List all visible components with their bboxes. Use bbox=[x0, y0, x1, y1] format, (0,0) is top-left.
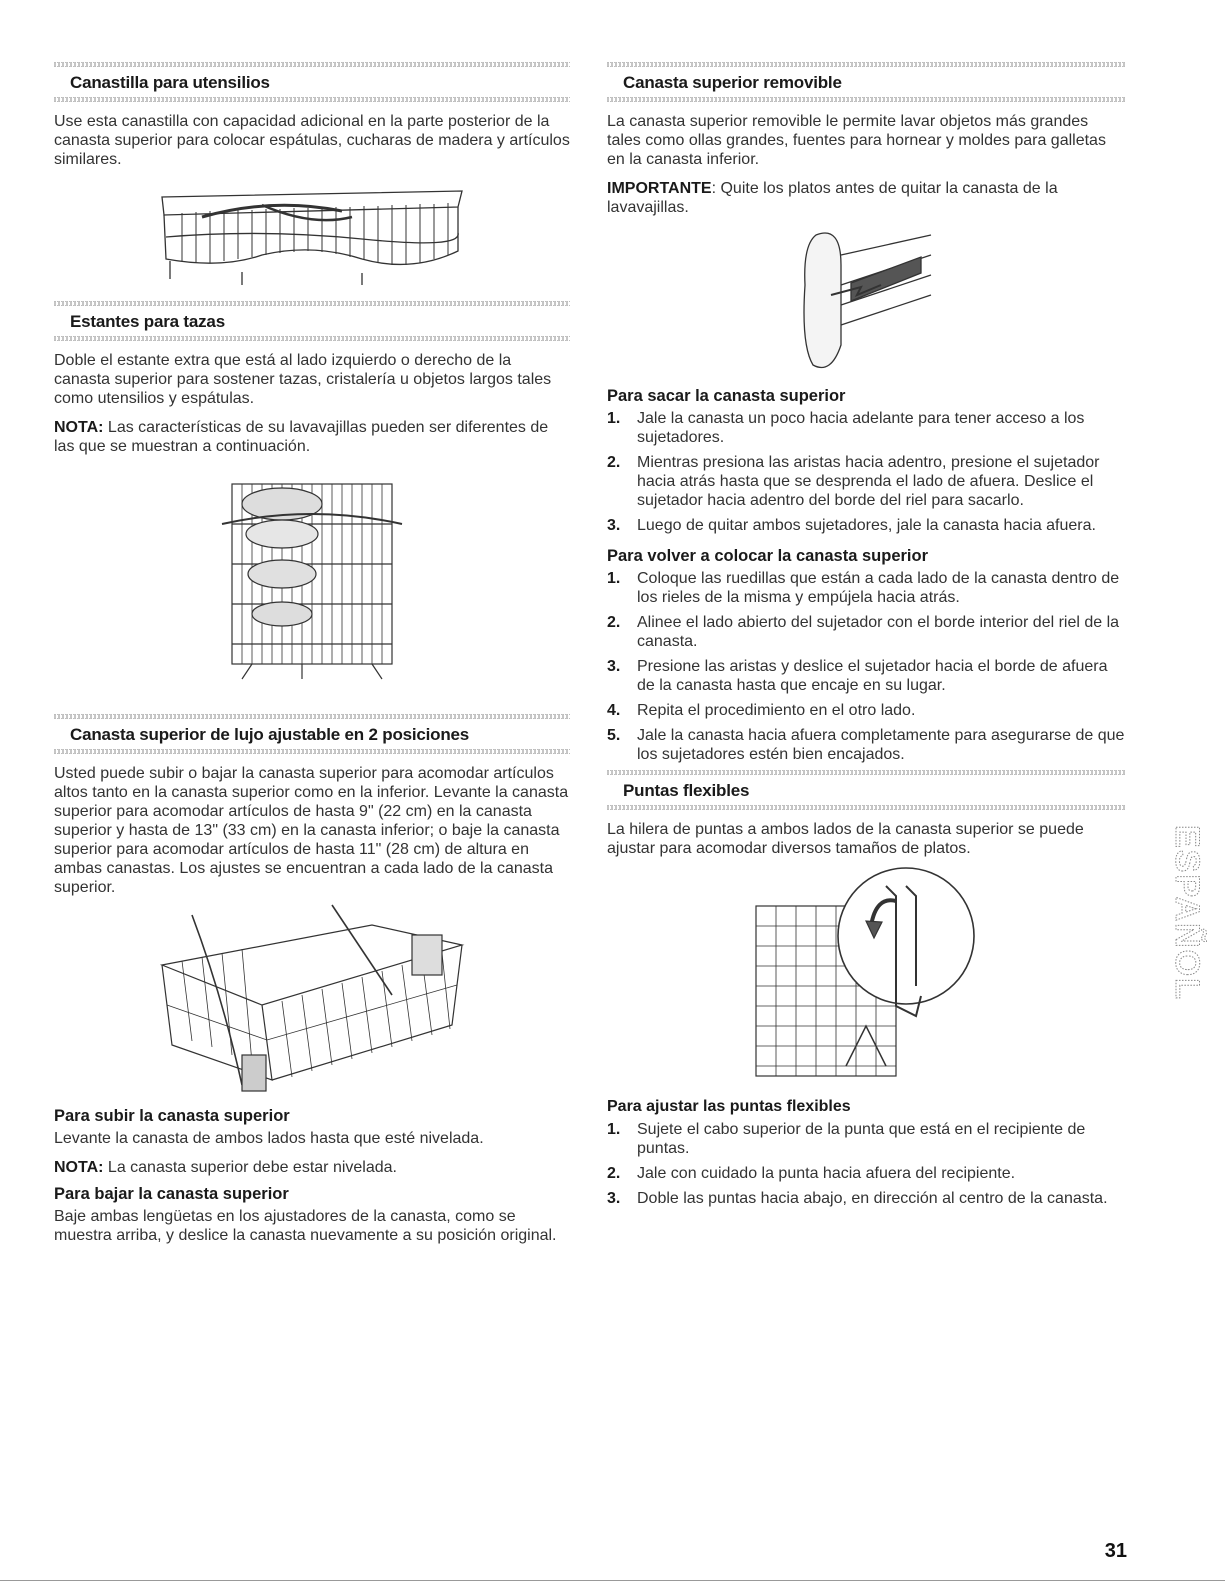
step-text: Doble las puntas hacia abajo, en dirección al centro de la canasta. bbox=[637, 1190, 1108, 1207]
step-text: Repita el procedimiento en el otro lado. bbox=[637, 702, 916, 719]
step-item bbox=[607, 1120, 1125, 1158]
paragraph: Use esta canastilla con capacidad adicional en la parte posterior de la canasta superior para colocar espátulas, cucharas de madera y artículos similares. bbox=[54, 113, 570, 168]
important-label: IMPORTANTE bbox=[607, 180, 712, 197]
section-title: Canasta superior de lujo ajustable en 2 posiciones bbox=[70, 725, 470, 744]
step-number: 2. bbox=[607, 1165, 621, 1182]
important-text: : Quite los platos antes de quitar la canasta de la lavavajillas. bbox=[607, 180, 1058, 216]
step-number: 3. bbox=[607, 658, 621, 675]
remove-steps-list bbox=[607, 409, 1125, 535]
replace-rack-heading: Para volver a colocar la canasta superior bbox=[607, 547, 929, 565]
divider bbox=[607, 62, 1125, 67]
section-header-removable-rack bbox=[607, 62, 1125, 102]
language-tab-label: ESPAÑOL bbox=[1168, 825, 1206, 1001]
section-title: Canastilla para utensilios bbox=[70, 73, 270, 92]
step-number: 2. bbox=[607, 454, 621, 471]
paragraph: Usted puede subir o bajar la canasta superior para acomodar artículos altos tanto en la canasta superior como en la inferior. Levante la canasta superior para acomodar artículos de hasta 9" (22 cm) en la canasta superior y hasta de 13" (33 cm) en la canasta inferior; o baje la canasta superior para acomodar artículos de hasta 11" (28 cm) de altura en ambas canastas. Los ajustes se encuentran a cada lado de la canasta superior. bbox=[54, 765, 569, 896]
adjust-steps-list bbox=[607, 1120, 1125, 1208]
step-number: 4. bbox=[607, 702, 621, 719]
step-text: Jale la canasta hacia afuera completamente para asegurarse de que los sujetadores estén bien encajados. bbox=[637, 727, 1125, 763]
section-header-utensil-basket bbox=[54, 62, 570, 102]
step-item bbox=[607, 453, 1125, 510]
cup-shelf-illustration bbox=[212, 464, 412, 684]
step-item bbox=[607, 516, 1125, 535]
step-text: Alinee el lado abierto del sujetador con el borde interior del riel de la canasta. bbox=[637, 614, 1120, 650]
step-text: Jale la canasta un poco hacia adelante para tener acceso a los sujetadores. bbox=[637, 410, 1085, 446]
rack-clip-illustration bbox=[791, 225, 941, 375]
step-text: Mientras presiona las aristas hacia adentro, presione el sujetador hacia atrás hasta que se desprenda el lado de afuera. Deslice el sujetador hacia adentro del borde del riel para sacarlo. bbox=[637, 454, 1100, 509]
step-text: Sujete el cabo superior de la punta que está en el recipiente de puntas. bbox=[637, 1121, 1086, 1157]
step-item bbox=[607, 657, 1125, 695]
section-header-adjustable-rack bbox=[54, 714, 570, 754]
divider bbox=[54, 714, 570, 719]
lower-rack-heading: Para bajar la canasta superior bbox=[54, 1185, 289, 1203]
left-column bbox=[54, 62, 570, 1253]
step-item bbox=[607, 1189, 1125, 1208]
divider bbox=[54, 301, 570, 306]
step-number: 1. bbox=[607, 1121, 621, 1138]
step-text: Jale con cuidado la punta hacia afuera del recipiente. bbox=[637, 1165, 1016, 1182]
important-note bbox=[607, 179, 1125, 217]
raise-rack-heading: Para subir la canasta superior bbox=[54, 1107, 290, 1125]
paragraph: La hilera de puntas a ambos lados de la canasta superior se puede ajustar para acomodar diversos tamaños de platos. bbox=[607, 821, 1084, 857]
note-label: NOTA: bbox=[54, 1159, 104, 1176]
remove-rack-heading: Para sacar la canasta superior bbox=[607, 387, 846, 405]
step-item bbox=[607, 569, 1125, 607]
note-text: Las características de su lavavajillas pueden ser diferentes de las que se muestran a continuación. bbox=[54, 419, 549, 455]
divider bbox=[54, 62, 570, 67]
page-number: 31 bbox=[1104, 1540, 1127, 1562]
step-text: Luego de quitar ambos sujetadores, jale la canasta hacia afuera. bbox=[637, 517, 1096, 534]
divider bbox=[607, 805, 1125, 810]
step-item bbox=[607, 1164, 1125, 1183]
adjustable-rack-illustration bbox=[152, 905, 472, 1095]
divider bbox=[54, 97, 570, 102]
step-text: Presione las aristas y deslice el sujetador hacia el borde de afuera de la canasta hasta que encaje en su lugar. bbox=[637, 658, 1108, 694]
step-item bbox=[607, 613, 1125, 651]
language-tab bbox=[1148, 815, 1206, 1055]
section-title: Canasta superior removible bbox=[623, 73, 842, 92]
step-item bbox=[607, 726, 1125, 764]
step-number: 1. bbox=[607, 570, 621, 587]
divider bbox=[54, 749, 570, 754]
bottom-rule bbox=[0, 1580, 1225, 1581]
paragraph: La canasta superior removible le permite lavar objetos más grandes tales como ollas grandes, fuentes para hornear y moldes para galletas en la canasta inferior. bbox=[607, 113, 1106, 168]
step-item bbox=[607, 409, 1125, 447]
note bbox=[54, 418, 570, 456]
step-item bbox=[607, 701, 1125, 720]
section-title: Estantes para tazas bbox=[70, 312, 225, 331]
step-number: 1. bbox=[607, 410, 621, 427]
paragraph: Doble el estante extra que está al lado izquierdo o derecho de la canasta superior para sostener tazas, cristalería u objetos largos tales como utensilios y espátulas. bbox=[54, 352, 552, 407]
paragraph: Baje ambas lengüetas en los ajustadores de la canasta, como se muestra arriba, y deslice la canasta nuevamente a su posición original. bbox=[54, 1208, 557, 1244]
divider bbox=[607, 770, 1125, 775]
section-title: Puntas flexibles bbox=[623, 781, 750, 800]
step-text: Coloque las ruedillas que están a cada lado de la canasta dentro de los rieles de la misma y empújela hacia atrás. bbox=[637, 570, 1120, 606]
note-label: NOTA: bbox=[54, 419, 104, 436]
step-number: 3. bbox=[607, 517, 621, 534]
step-number: 3. bbox=[607, 1190, 621, 1207]
replace-steps-list bbox=[607, 569, 1125, 764]
utensil-basket-illustration bbox=[142, 177, 482, 287]
divider bbox=[54, 336, 570, 341]
note bbox=[54, 1158, 570, 1177]
step-number: 5. bbox=[607, 727, 621, 744]
section-header-cup-shelves bbox=[54, 301, 570, 341]
divider bbox=[607, 97, 1125, 102]
adjust-tines-heading: Para ajustar las puntas flexibles bbox=[607, 1098, 851, 1115]
section-header-flexible-tines bbox=[607, 770, 1125, 810]
right-column bbox=[607, 62, 1125, 1214]
note-text: La canasta superior debe estar nivelada. bbox=[103, 1159, 397, 1176]
flexible-tines-illustration bbox=[746, 866, 986, 1086]
step-number: 2. bbox=[607, 614, 621, 631]
paragraph: Levante la canasta de ambos lados hasta que esté nivelada. bbox=[54, 1130, 484, 1147]
